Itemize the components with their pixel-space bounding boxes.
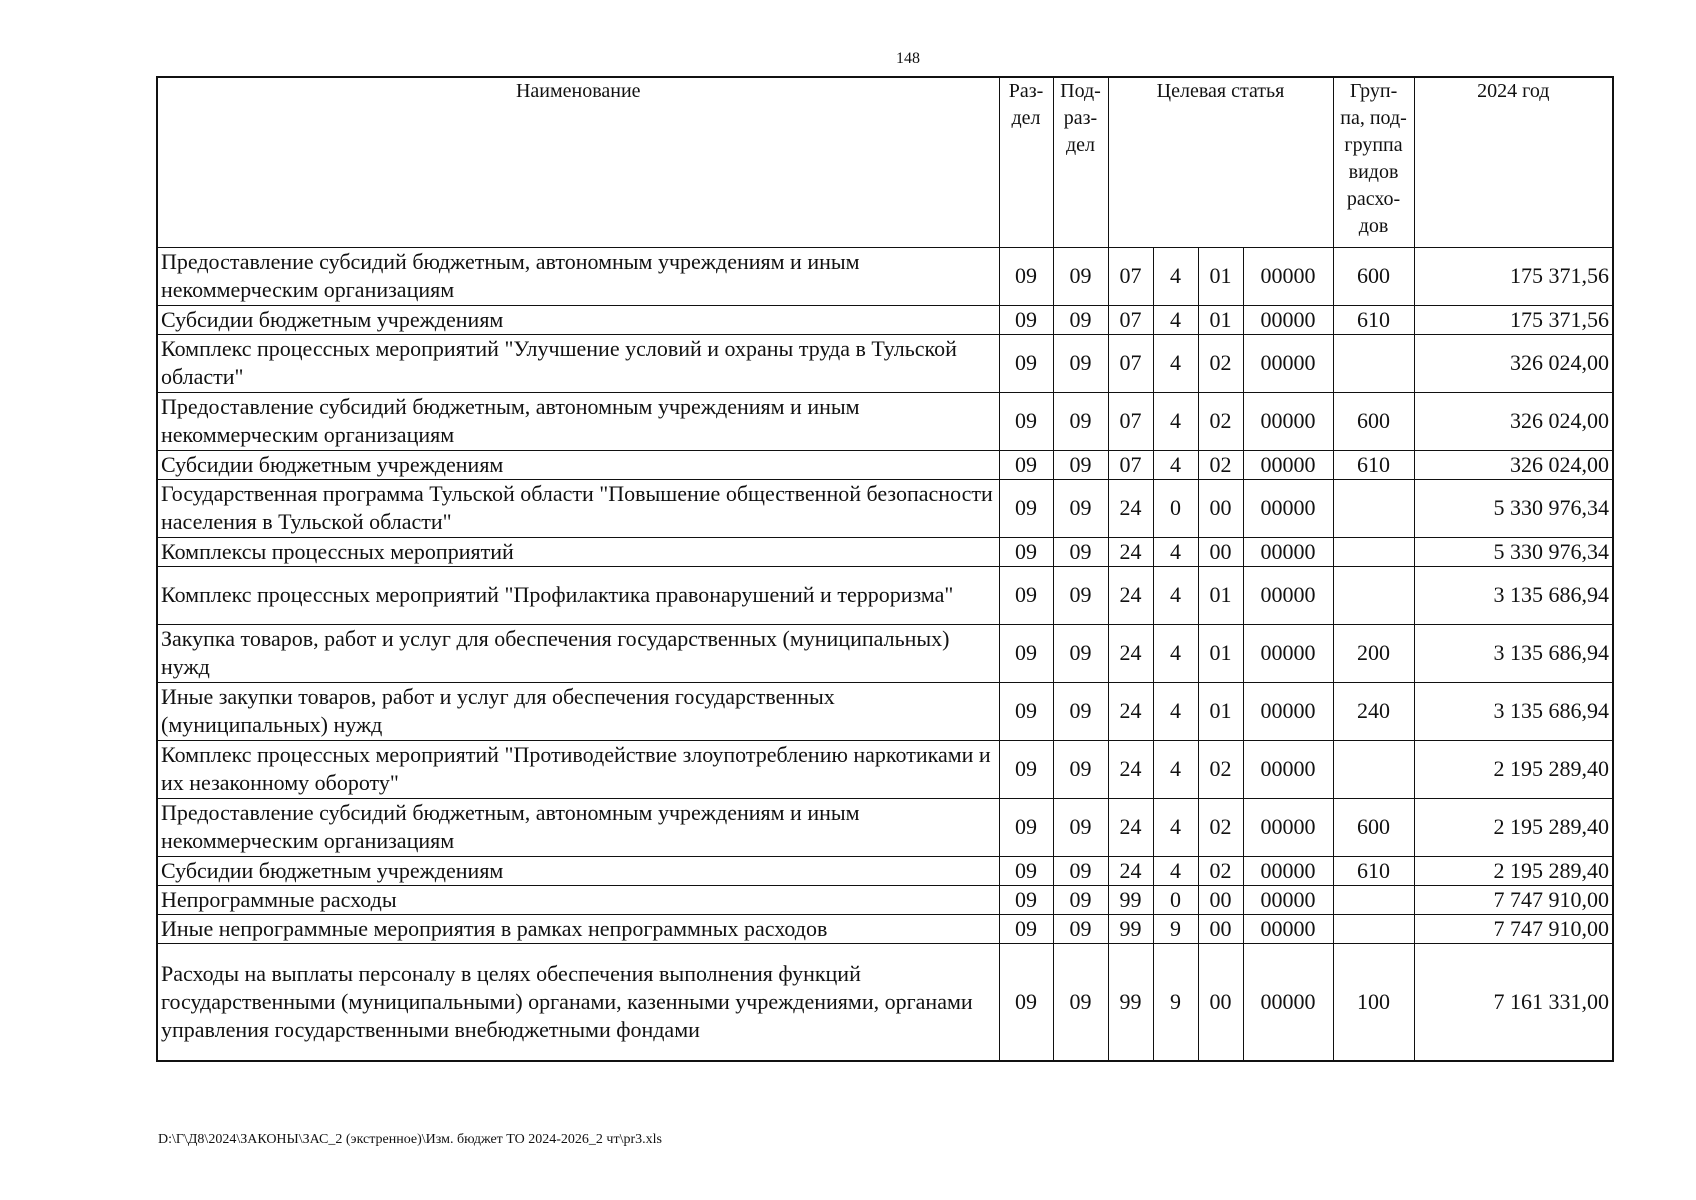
target-subprogram-cell: 02: [1198, 450, 1243, 479]
target-subprogram-cell: 01: [1198, 247, 1243, 305]
subsection-cell: 09: [1053, 740, 1108, 798]
target-subprogram-cell: 01: [1198, 566, 1243, 624]
subsection-cell: 09: [1053, 305, 1108, 334]
page-number: 148: [896, 50, 920, 67]
target-type-cell: 4: [1153, 682, 1198, 740]
row-name-cell: Государственная программа Тульской области "Повышение общественной безопасности населения в Тульской области": [157, 479, 999, 537]
target-subprogram-cell: 01: [1198, 305, 1243, 334]
target-subprogram-cell: 00: [1198, 885, 1243, 914]
section-cell: 09: [999, 914, 1053, 943]
expense-group-cell: [1333, 537, 1414, 566]
expense-group-cell: 100: [1333, 943, 1414, 1061]
target-direction-cell: 00000: [1243, 885, 1333, 914]
table-row: [157, 334, 1613, 392]
target-program-cell: 07: [1108, 334, 1153, 392]
row-name-cell: Предоставление субсидий бюджетным, автономным учреждениям и иным некоммерческим организациям: [157, 798, 999, 856]
target-type-cell: 9: [1153, 943, 1198, 1061]
target-direction-cell: 00000: [1243, 856, 1333, 885]
target-type-cell: 4: [1153, 392, 1198, 450]
subsection-cell: 09: [1053, 798, 1108, 856]
table-body: [157, 247, 1613, 1061]
target-direction-cell: 00000: [1243, 682, 1333, 740]
target-program-cell: 24: [1108, 624, 1153, 682]
target-program-cell: 99: [1108, 885, 1153, 914]
amount-cell: 175 371,56: [1414, 247, 1613, 305]
expense-group-cell: [1333, 566, 1414, 624]
amount-cell: 2 195 289,40: [1414, 856, 1613, 885]
row-name-cell: Комплекс процессных мероприятий "Противодействие злоупотреблению наркотиками и их незаконному обороту": [157, 740, 999, 798]
section-cell: 09: [999, 798, 1053, 856]
amount-cell: 326 024,00: [1414, 450, 1613, 479]
amount-cell: 5 330 976,34: [1414, 537, 1613, 566]
target-type-cell: 9: [1153, 914, 1198, 943]
section-cell: 09: [999, 856, 1053, 885]
target-direction-cell: 00000: [1243, 392, 1333, 450]
target-program-cell: 24: [1108, 479, 1153, 537]
target-program-cell: 07: [1108, 247, 1153, 305]
expense-group-cell: 200: [1333, 624, 1414, 682]
target-direction-cell: 00000: [1243, 943, 1333, 1061]
target-program-cell: 24: [1108, 740, 1153, 798]
table-row: [157, 856, 1613, 885]
section-cell: 09: [999, 392, 1053, 450]
row-name-cell: Закупка товаров, работ и услуг для обеспечения государственных (муниципальных) нужд: [157, 624, 999, 682]
expense-group-cell: [1333, 479, 1414, 537]
expense-group-cell: 600: [1333, 392, 1414, 450]
row-name-cell: Предоставление субсидий бюджетным, автономным учреждениям и иным некоммерческим организациям: [157, 247, 999, 305]
target-subprogram-cell: 01: [1198, 682, 1243, 740]
target-type-cell: 0: [1153, 885, 1198, 914]
subsection-cell: 09: [1053, 537, 1108, 566]
section-cell: 09: [999, 334, 1053, 392]
target-type-cell: 4: [1153, 247, 1198, 305]
target-program-cell: 24: [1108, 566, 1153, 624]
budget-table: [156, 76, 1614, 1062]
header-name: Наименование: [157, 77, 999, 247]
amount-cell: 326 024,00: [1414, 392, 1613, 450]
row-name-cell: Иные закупки товаров, работ и услуг для обеспечения государственных (муниципальных) нужд: [157, 682, 999, 740]
target-type-cell: 0: [1153, 479, 1198, 537]
amount-cell: 7 747 910,00: [1414, 885, 1613, 914]
subsection-cell: 09: [1053, 943, 1108, 1061]
target-direction-cell: 00000: [1243, 305, 1333, 334]
header-target-article: Целевая статья: [1108, 77, 1333, 247]
target-direction-cell: 00000: [1243, 740, 1333, 798]
table-row: [157, 247, 1613, 305]
section-cell: 09: [999, 479, 1053, 537]
subsection-cell: 09: [1053, 856, 1108, 885]
row-name-cell: Иные непрограммные мероприятия в рамках непрограммных расходов: [157, 914, 999, 943]
target-program-cell: 24: [1108, 856, 1153, 885]
amount-cell: 3 135 686,94: [1414, 624, 1613, 682]
table-row: [157, 943, 1613, 1061]
target-program-cell: 24: [1108, 682, 1153, 740]
table-row: [157, 885, 1613, 914]
subsection-cell: 09: [1053, 334, 1108, 392]
expense-group-cell: [1333, 740, 1414, 798]
expense-group-cell: 600: [1333, 247, 1414, 305]
subsection-cell: 09: [1053, 479, 1108, 537]
target-subprogram-cell: 02: [1198, 334, 1243, 392]
target-subprogram-cell: 00: [1198, 479, 1243, 537]
target-direction-cell: 00000: [1243, 247, 1333, 305]
target-type-cell: 4: [1153, 450, 1198, 479]
table-row: [157, 479, 1613, 537]
target-subprogram-cell: 00: [1198, 537, 1243, 566]
table-row: [157, 537, 1613, 566]
subsection-cell: 09: [1053, 682, 1108, 740]
expense-group-cell: [1333, 885, 1414, 914]
header-subsection: Под- раз- дел: [1053, 77, 1108, 247]
amount-cell: 2 195 289,40: [1414, 740, 1613, 798]
target-type-cell: 4: [1153, 624, 1198, 682]
footer-file-path: D:\Г\Д8\2024\ЗАКОНЫ\ЗАС_2 (экстренное)\Изм. бюджет ТО 2024-2026_2 чт\pr3.xls: [158, 1132, 662, 1147]
target-program-cell: 99: [1108, 914, 1153, 943]
header-year: 2024 год: [1414, 77, 1613, 247]
target-type-cell: 4: [1153, 856, 1198, 885]
target-program-cell: 24: [1108, 537, 1153, 566]
row-name-cell: Расходы на выплаты персоналу в целях обеспечения выполнения функций государственными (муниципальными) органами, казенными учреждениями, органами управления государственными внебюджетными фондами: [157, 943, 999, 1061]
table-row: [157, 392, 1613, 450]
target-subprogram-cell: 02: [1198, 798, 1243, 856]
target-type-cell: 4: [1153, 334, 1198, 392]
target-type-cell: 4: [1153, 305, 1198, 334]
table-row: [157, 740, 1613, 798]
amount-cell: 5 330 976,34: [1414, 479, 1613, 537]
target-subprogram-cell: 01: [1198, 624, 1243, 682]
header-expense-group: Груп- па, под- группа видов расхо- дов: [1333, 77, 1414, 247]
expense-group-cell: 600: [1333, 798, 1414, 856]
target-type-cell: 4: [1153, 798, 1198, 856]
table-row: [157, 566, 1613, 624]
target-program-cell: 24: [1108, 798, 1153, 856]
amount-cell: 7 161 331,00: [1414, 943, 1613, 1061]
target-direction-cell: 00000: [1243, 798, 1333, 856]
row-name-cell: Субсидии бюджетным учреждениям: [157, 305, 999, 334]
expense-group-cell: 610: [1333, 856, 1414, 885]
row-name-cell: Комплекс процессных мероприятий "Улучшение условий и охраны труда в Тульской области": [157, 334, 999, 392]
section-cell: 09: [999, 943, 1053, 1061]
row-name-cell: Субсидии бюджетным учреждениям: [157, 856, 999, 885]
target-direction-cell: 00000: [1243, 624, 1333, 682]
target-subprogram-cell: 02: [1198, 856, 1243, 885]
section-cell: 09: [999, 624, 1053, 682]
section-cell: 09: [999, 682, 1053, 740]
target-direction-cell: 00000: [1243, 914, 1333, 943]
row-name-cell: Комплекс процессных мероприятий "Профилактика правонарушений и терроризма": [157, 566, 999, 624]
amount-cell: 3 135 686,94: [1414, 682, 1613, 740]
subsection-cell: 09: [1053, 914, 1108, 943]
target-subprogram-cell: 02: [1198, 392, 1243, 450]
target-type-cell: 4: [1153, 566, 1198, 624]
target-subprogram-cell: 02: [1198, 740, 1243, 798]
section-cell: 09: [999, 885, 1053, 914]
target-program-cell: 07: [1108, 305, 1153, 334]
row-name-cell: Непрограммные расходы: [157, 885, 999, 914]
header-section: Раз- дел: [999, 77, 1053, 247]
section-cell: 09: [999, 740, 1053, 798]
table-row: [157, 682, 1613, 740]
amount-cell: 2 195 289,40: [1414, 798, 1613, 856]
subsection-cell: 09: [1053, 885, 1108, 914]
amount-cell: 326 024,00: [1414, 334, 1613, 392]
table-row: [157, 305, 1613, 334]
section-cell: 09: [999, 566, 1053, 624]
expense-group-cell: [1333, 334, 1414, 392]
amount-cell: 175 371,56: [1414, 305, 1613, 334]
target-direction-cell: 00000: [1243, 450, 1333, 479]
target-direction-cell: 00000: [1243, 479, 1333, 537]
table-row: [157, 914, 1613, 943]
subsection-cell: 09: [1053, 624, 1108, 682]
expense-group-cell: 240: [1333, 682, 1414, 740]
table-header-row: [157, 77, 1613, 247]
target-program-cell: 07: [1108, 450, 1153, 479]
expense-group-cell: 610: [1333, 450, 1414, 479]
target-program-cell: 07: [1108, 392, 1153, 450]
row-name-cell: Комплексы процессных мероприятий: [157, 537, 999, 566]
subsection-cell: 09: [1053, 247, 1108, 305]
section-cell: 09: [999, 247, 1053, 305]
table-row: [157, 450, 1613, 479]
amount-cell: 3 135 686,94: [1414, 566, 1613, 624]
subsection-cell: 09: [1053, 566, 1108, 624]
table-row: [157, 624, 1613, 682]
target-direction-cell: 00000: [1243, 566, 1333, 624]
expense-group-cell: 610: [1333, 305, 1414, 334]
target-type-cell: 4: [1153, 740, 1198, 798]
row-name-cell: Предоставление субсидий бюджетным, автономным учреждениям и иным некоммерческим организациям: [157, 392, 999, 450]
target-type-cell: 4: [1153, 537, 1198, 566]
target-subprogram-cell: 00: [1198, 914, 1243, 943]
row-name-cell: Субсидии бюджетным учреждениям: [157, 450, 999, 479]
subsection-cell: 09: [1053, 450, 1108, 479]
section-cell: 09: [999, 537, 1053, 566]
table-row: [157, 798, 1613, 856]
target-direction-cell: 00000: [1243, 334, 1333, 392]
target-program-cell: 99: [1108, 943, 1153, 1061]
target-subprogram-cell: 00: [1198, 943, 1243, 1061]
section-cell: 09: [999, 305, 1053, 334]
subsection-cell: 09: [1053, 392, 1108, 450]
expense-group-cell: [1333, 914, 1414, 943]
section-cell: 09: [999, 450, 1053, 479]
target-direction-cell: 00000: [1243, 537, 1333, 566]
amount-cell: 7 747 910,00: [1414, 914, 1613, 943]
